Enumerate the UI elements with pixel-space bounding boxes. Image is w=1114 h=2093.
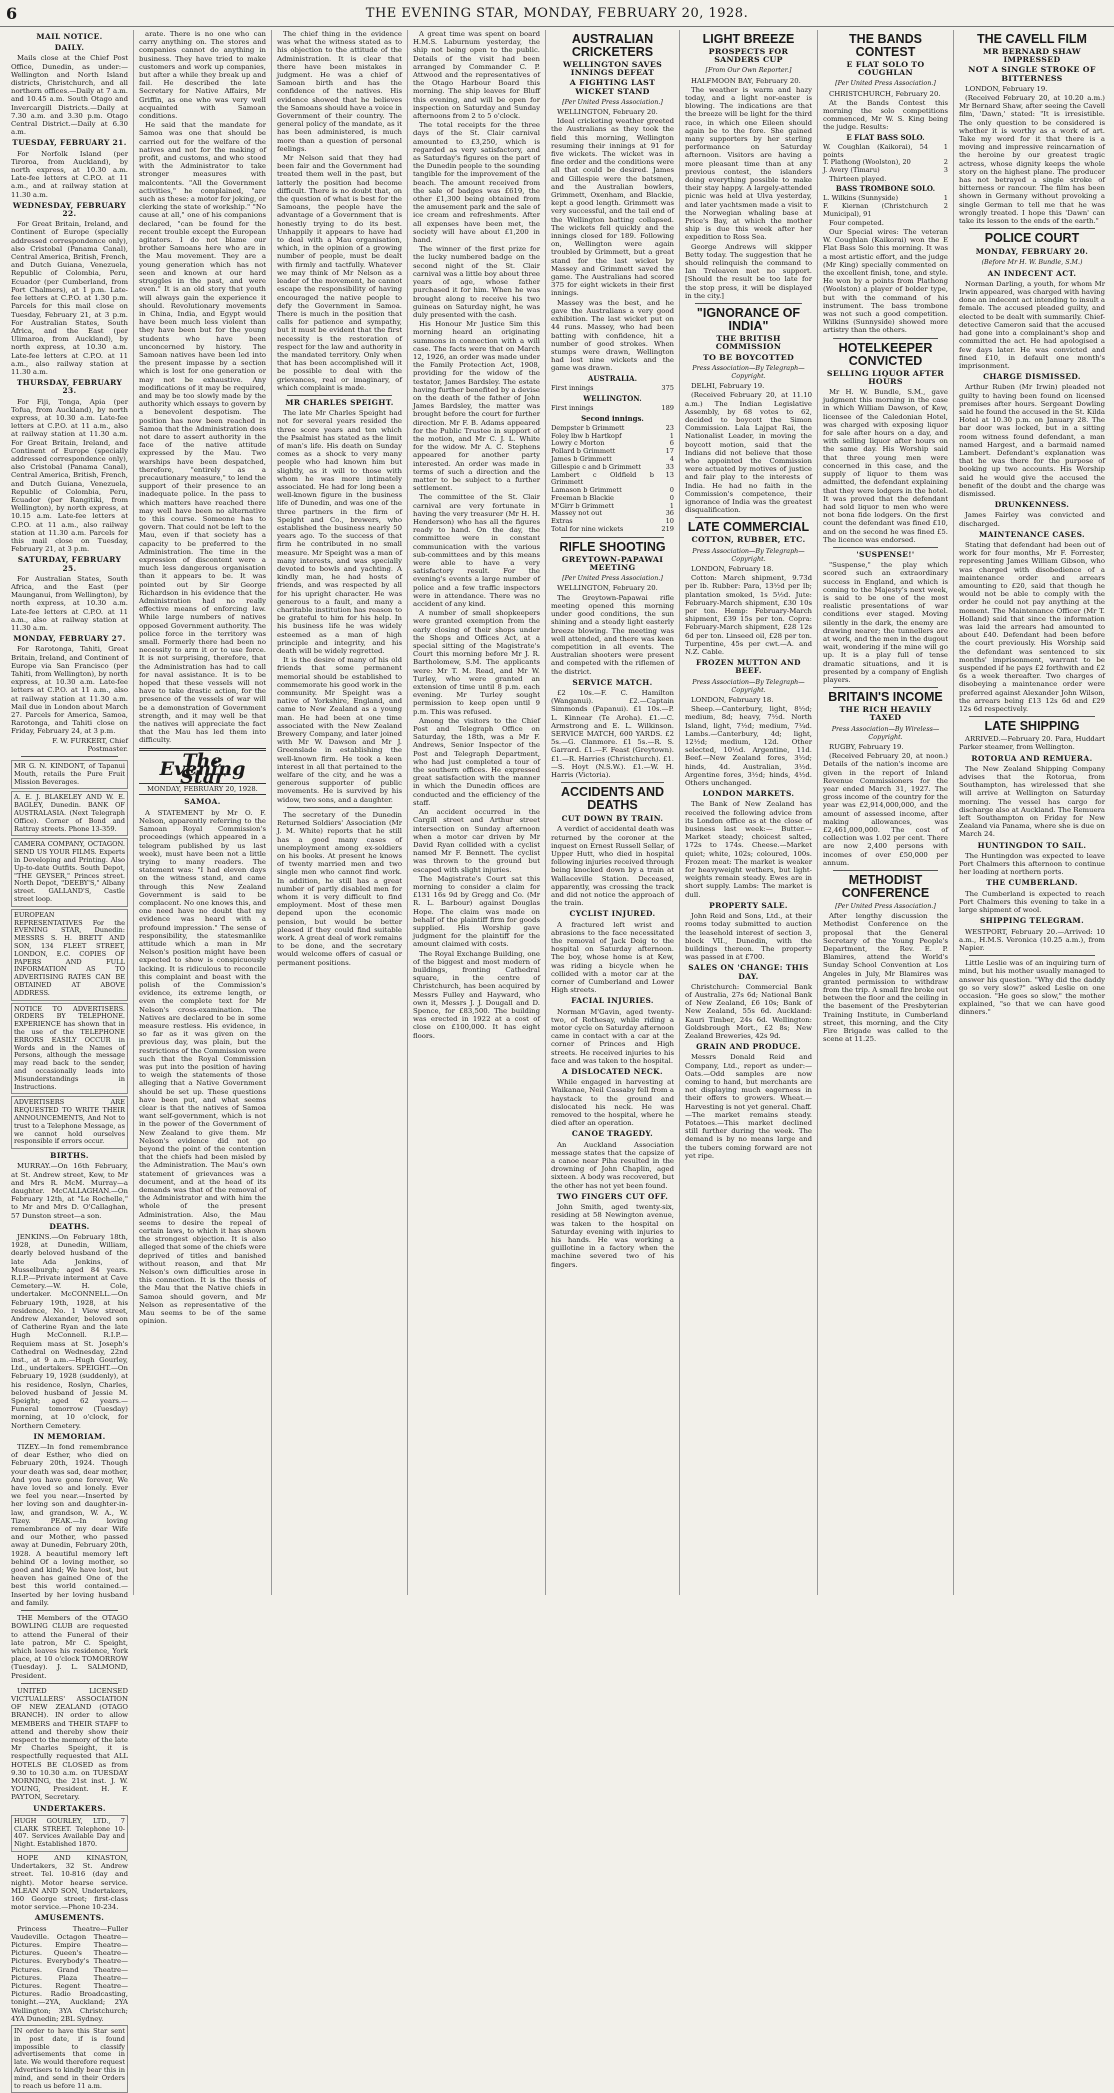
divider [833, 338, 938, 339]
newspaper-columns [6, 30, 1110, 2090]
final-paragraph: Little Leslie was of an inquiring turn of mind, but his mother usually managed to answer his question. "Why did the daddy go so very slow?" asked Leslie on one occasion. "He goes so slow," the mother explained, "so that we can have good dinners." [959, 959, 1105, 1017]
hotel-subhead: SELLING LIQUOR AFTER HOURS [826, 368, 945, 386]
deaths-body: JENKINS.—On February 18th, 1928, at Dunedin, William, dearly beloved husband of the late Ada Jenkins, of Musselburgh; aged 84 years. R.I.P.—Private interment at Cave Cemetery.—W. H. Cole, undertaker. McCONNELL.—On February 19th, 1928, at his residence, No. 1 View street, Andrew Alexander, beloved son of Catherine Ryan and the late Hugh McConnell. R.I.P.—Requiem mass at St. Joseph's Cathedral on Wednesday, 22nd inst., at 9 a.m.—Hugh Gourley, Ltd., undertakers. SPEIGHT.—On February 19, 1928 (suddenly), at his residence, Roslyn, Charles, beloved husband of Jessie M. Speight; aged 62 years.—Funeral tomorrow (Tuesday) morning, at 10 o'clock, for Northern Cemetery. [11, 1232, 128, 1430]
mail-tuesday-head: TUESDAY, FEBRUARY 21. [12, 138, 127, 148]
property-head: PROPERTY SALE. [709, 900, 788, 910]
deaths-head: DEATHS. [49, 1221, 90, 1231]
mail-thursday-head: THURSDAY, FEBRUARY 23. [16, 378, 123, 396]
divider [21, 756, 118, 757]
cavell-place: LONDON, February 19. [965, 84, 1048, 93]
trombone-note: Four competed. [829, 218, 884, 227]
result-label: L. Wilkins (Sunnyside) [823, 194, 899, 203]
cricket-subhead-2: A FIGHTING LAST WICKET STAND [569, 78, 656, 96]
shipping-body-1: The New Zealand Shipping Company advises that the Rotorua, from Southampton, has wirelessed that she will arrive at Wellington on Saturday morning. The vessel has cargo for discharge also at Auckland. The Remuera left Southampton on Friday for New Zealand via Panama, where she is due on March 24. [959, 764, 1105, 839]
result-value: 3 [943, 166, 948, 175]
col3-body: Mr Nelson said that they had been fair and the Government had treated them well in the past, but latterly the position had become difficult. There is no doubt that, on the question of what is best for the Samoans, the people have the advantage of a Government that is honestly trying to do its best. Unhappily it appears to have had to deal with a Mau organisation, which, in the opinion of a growing number of people, must be dealt with firmly and tactfully. Whatever we may think of Mr Nelson as a leader of the movement, he cannot escape the responsibility of having encouraged the native people to defy the Government in Samoa. There is much in the position that calls for patience and sympathy, but it must be evident that the first necessity is the restoration of respect for the law and authority in the mandated territory. Only when that has been accomplished will it be possible to deal with the grievances, real or imaginary, of which complaint is made. [277, 154, 402, 392]
shipping-subhead-3: THE CUMBERLAND. [986, 878, 1078, 888]
shipping-subhead-2: HUNTINGDON TO SAIL. [977, 840, 1087, 850]
births-body: MURRAY.—On 16th February, at St. Andrew street, Kew, to Mr and Mrs R. McM. Murray—a daughter. McCALLAGHAN.—On February 12th, at "Le Rochelle," to Mr and Mrs D. O'Callaghan, 57 Dunston street—a son. [11, 1162, 128, 1220]
score-total [551, 526, 674, 534]
fingers-body: John Smith, aged twenty-six, residing at 58 Newington avenue, was taken to the hospital on Saturday evening with injuries to his hands. He was working a guillotine in a factory when the machine severed two of his fingers. [551, 1203, 674, 1269]
result-row [823, 167, 948, 175]
result-value: 6 [669, 439, 674, 448]
mail-notice-title: MAIL NOTICE. [36, 32, 103, 41]
samoa-head: SAMOA. [184, 797, 221, 807]
masthead [0, 0, 1114, 27]
mutton-head: FROZEN MUTTON AND BEEF. [695, 658, 801, 676]
result-label: Foley lbw b Hartkopf [551, 431, 622, 440]
score-value: 219 [661, 525, 674, 534]
births-head: BIRTHS. [50, 1151, 89, 1161]
e-flat-results [823, 144, 948, 175]
bands-place: CHRISTCHURCH, February 20. [829, 89, 941, 98]
mail-monday-head: MONDAY, FEBRUARY 27. [13, 634, 126, 644]
facial-subhead: FACIAL INJURIES. [571, 996, 654, 1006]
result-label: M'Girr b Grimmett [551, 501, 614, 510]
result-row [823, 203, 948, 219]
col4-intro: A great time was spent on board H.M.S. Laburnum yesterday, the ship not being open to the public. Details of the visit had been arranged by Commander C. P. Attwood and the representatives of the Otago Harbour Board this morning. The ship leaves for Bluff this evening, and will be open for inspection on Saturday and Sunday afternoons from 2 to 5 o'clock. [413, 30, 540, 121]
memoriam-body: TIZEY.—In fond remembrance of dear Esther, who died on February 20th, 1924. Though your death was sad, dear mother, And you have gone forever, We have loved so and lonely. Ever we feel you near.—Inserted by her loving son and daughter-in-law, and grandson, W. A., W. Tizey. PEAK.—In loving remembrance of my dear Wife and our Mother, who passed away at Dunedin, February 20th, 1928. A beautiful memory left behind Of a loving mother, so good and kind; We have lost, but heaven has gained One of the best this world contained.—Inserted by her loving husband and family. [11, 1443, 128, 1607]
shipping-subhead-4: SHIPPING TELEGRAM. [979, 916, 1085, 926]
bowling-notice: THE Members of the OTAGO BOWLING CLUB are requested to attend the Funeral of their late patron, Mr C. Speight, which leaves his residence, York place, at 10 o'clock TOMORROW (Tuesday). J. L. SALMOND, President. [11, 1614, 128, 1680]
advert-write-announcements: ADVERTISERS ARE REQUESTED TO WRITE THEIR ANNOUNCEMENTS, And Not to trust to a Telephone Message, as we cannot hold ourselves responsible if errors occur. [11, 1096, 128, 1149]
rifle-match-head: SERVICE MATCH. [572, 677, 653, 687]
divider [833, 687, 938, 688]
grain-head: GRAIN AND PRODUCE. [696, 1042, 801, 1052]
mail-tuesday: For Norfolk Island (per Tiroroa, from Auckland), by north express, at 10.30 a.m. Late-fee letters at C.P.O. at 11 a.m., and at railway station at 11.30 a.m. [11, 149, 128, 199]
column-3 [272, 30, 408, 1595]
bands-headline: THE BANDS CONTEST [849, 32, 922, 59]
divider [561, 782, 664, 783]
nameplate: The Evening Star [159, 749, 246, 789]
india-subhead: THE BRITISH COMMISSION [715, 334, 782, 352]
column-4 [408, 30, 546, 1595]
result-value: 2 [943, 158, 948, 167]
running-head: THE EVENING STAR, MONDAY, FEBRUARY 20, 1928. [365, 5, 749, 21]
bands-byline: [Per United Press Association.] [835, 79, 936, 88]
advert-telephone-notice: NOTICE TO ADVERTISERS. ORDERS BY TELEPHONE. EXPERIENCE has shown that in the use of the TELEPHONE ERRORS EASILY OCCUR in Words and in the Names of Persons, although the message may read back to the sender, and occasionally leads into Misunderstandings in Instructions. [11, 1003, 128, 1095]
commercial-subhead: COTTON, RUBBER, ETC. [691, 535, 806, 545]
mail-wednesday-head: WEDNESDAY, FEBRUARY 22. [12, 200, 127, 219]
trombone-results [823, 195, 948, 218]
cavell-subhead-2: NOT A SINGLE STROKE OF BITTERNESS [968, 65, 1096, 83]
speight-body: The late Mr Charles Speight had not for several years resided the three score years and ten which the Psalmist has stated as the limit of man's life. His death on Sunday comes as a shock to very many people who had known him but slightly, as it will to those with whom he was more intimately associated. He had for long been a well-known figure in the business life of Dunedin, and was one of the three partners in the firm of Speight and Co., brewers, who established the business nearly 50 years ago. To the success of that firm he contributed in no small measure. Mr Speight was a man of many interests, and was specially devoted to bowls and yachting. A kindly man, he had hosts of friends, and was respected by all for his upright character. He was generous to a fault, and many a charitable institution has reason to be grateful to him for his help. In his business life he was widely esteemed as a man of high principle and integrity, and his death will be widely regretted. [277, 409, 402, 656]
col4-body-5: A number of small shopkeepers were granted exemption from the early closing of their shops under the Shops and Offices Act, at a special sitting of the Magistrate's Court this morning before Mr J. R. Bartholomew, S.M. The applicants were: Mr T. M. Read, and Mr W. Turley, who were granted an extension of time until 8 p.m. each evening. Mr Turley sought permission to keep open until 9 p.m. This was refused. [413, 609, 540, 716]
result-value: 1 [669, 501, 674, 510]
speight-head: MR CHARLES SPEIGHT. [285, 397, 394, 407]
markets-head: LONDON MARKETS. [702, 789, 795, 799]
markets-body: The Bank of New Zealand has received the following advice from its London office as at the close of business last week:— Butter.—Market steady; choicest salted, 172s to 174s. Cheese.—Market quiet; white, 102s; coloured, 100s. Frozen meat: The market is weaker for heavyweight wethers, but light-weights remain steady. Ewes are in short supply. Lambs: The market is dull. [685, 800, 812, 899]
divider [21, 1610, 118, 1611]
divider [833, 547, 938, 548]
speight-body-2: It is the desire of many of his old friends that some permanent memorial should be established to commemorate his good work in the community. Mr Speight was a native of Yorkshire, England, and came to New Zealand as a young man. He had been at one time associated with the New Zealand Brewery Company, and later joined with Mr W. Dawson and Mr J. Greenslade in establishing the well-known firm. He took a keen interest in all that pertained to the welfare of the city, and he was a generous supporter of public movements. He is survived by his widow, two sons, and a daughter. [277, 656, 402, 804]
score-value: 189 [661, 403, 674, 412]
cyclist-subhead: CYCLIST INJURED. [569, 909, 656, 919]
advert-kindont: MR G. N. KINDONT, of Tapanui Mouth, retails the Pure Fruit Mission Beverages. [11, 760, 128, 789]
methodist-body: After lengthy discussion the Methodist Conference on the proposal that the General Secretary of the Young People's Department, the Rev. E. P. Blamires, attend the World's Sunday School Convention at Los Angeles in July, Mr Blamires was granted permission to withdraw from the trip. A small fire broke out between the floor and the ceiling in the basement of the Presbyterian Training Institute, in Cumberland street, this morning, and the City Fire Brigade was called to the scene at 11.25. [823, 912, 949, 1044]
result-value: 10 [665, 517, 674, 526]
property-body: John Reid and Sons, Ltd., at their rooms today submitted to auction the leasehold interest of section 3, block VII., Dunedin, with the buildings thereon. The property was passed in at £700. [685, 912, 812, 962]
result-value: 1 [943, 142, 948, 151]
result-label: Lowry c Morton [551, 439, 605, 448]
result-value: 17 [665, 447, 674, 456]
sales-head: SALES ON 'CHANGE: THIS DAY. [688, 963, 809, 981]
commercial-headline: LATE COMMERCIAL [687, 520, 810, 535]
mail-body: Mails close at the Chief Post Office, Dunedin, as under:— Wellington and North Island districts, Christchurch, and all northern offices.—Daily at 7 a.m. and 10.45 a.m. South Otago and Invercargill Districts.—Daily at 7.30 a.m. and 3.30 p.m. Otago Central District.—Daily at 6.30 a.m. [11, 54, 128, 137]
col4-body-4: The committee of the St. Clair carnival are very fortunate in having the very treasurer (Mr H. H. Henderson) who has all the figures ready to hand. On the day, the committee were in constant communication with the various sub-committees and by this means were able to have a very satisfactory result. For the evening's events a large number of police and a few traffic inspectors were in attendance. There was no accident of any kind. [413, 493, 540, 609]
advert-camera: CAMERA COMPANY, OCTAGON. SEND US YOUR FILMS. Experts in Developing and Printing. Also Up-to-date Outfits. South Depot, "THE GEYSER," Princes street. North Depot, "DEEBY'S," Albany street. GALLAND'S, Castle street loop. [11, 838, 128, 906]
result-value: 0 [669, 486, 674, 495]
score-line [551, 405, 674, 413]
divider [969, 955, 1095, 956]
police-headline: POLICE COURT [984, 231, 1080, 246]
accidents-subhead: CUT DOWN BY TRAIN. [561, 814, 664, 824]
col3-intro: The chief thing in the evidence was what the witness stated as to his objection to the attitude of the Administration. It is clear that there have been mistakes in judgment. He was a chief of Samoan birth and has the confidence of the natives. His evidence showed that he believes the Samoans should have a voice in Government of their country. The general policy of the mandate, as it has been administered, is much more than a question of personal feelings. [277, 30, 402, 153]
canoe-body: An Auckland Association message states that the capsize of a canoe near Piha resulted in the drowning of John Chaplin, aged sixteen. A body was recovered, but the other has not yet been found. [551, 1140, 674, 1190]
neck-subhead: A DISLOCATED NECK. [562, 1067, 663, 1077]
rifle-match-body: £2 10s.—F. C. Hamilton (Wanganui). £2.—Captain Simmonds (Papanui). £1 10s.—P. L. Kinnear (Te Aroha). £1.—C. Armstrong and E. L. Wilkinson. SERVICE MATCH, 600 YARDS. £2 5s.—G. Clanmore. £1 5s.—R. S. Garrard. £1.—F. Feast (Greytown). £1.—R. Harries (Christchurch). £1.—S. Hoyt (N.S.W.). £1.—W. H. Harris (Victoria). [551, 688, 674, 779]
score-value: 375 [661, 383, 674, 392]
result-label: James b Grimmett [551, 454, 612, 463]
result-label: Lambert c Oldfield b Grimmett [551, 470, 654, 487]
cricket-subhead: WELLINGTON SAVES INNINGS DEFEAT [562, 60, 663, 78]
trombone-head: BASS TROMBONE SOLO. [835, 184, 936, 194]
breeze-headline: LIGHT BREEZE [702, 32, 795, 46]
col4-body-2: The winner of the first prize for the lucky numbered badge on the second night of the St. Clair carnival was a little boy about three years of age, whose father purchased it for him. When he was brought along to receive his two guineas on Saturday night, he was duly presented with the cash. [413, 245, 540, 319]
result-label: Freeman b Blackie [551, 493, 614, 502]
commercial-byline: Press Association—By Telegraph—Copyright. [692, 546, 805, 563]
britain-place: RUGBY, February 19. [829, 742, 904, 751]
advert-late-notice: IN order to have this Star sent in post date, if is found impossible to classify advertisements that come in late. We would therefore request Advertisers to kindly bear this in mind, and send in their Orders to reach us before 11 a.m. [11, 2025, 128, 2093]
neck-body: While engaged in harvesting at Waikanae, Neil Cassaby fell from a haystack to the ground and dislocated his neck. He was removed to the hospital, where he died after an operation. [551, 1078, 674, 1128]
britain-body: (Received February 20, at noon.) Details of the nation's income are given in the report of Inland Revenue Commissioners for the year ended March 31, 1927. The gross income of the country for the year was £2,914,000,000, and the amount of assessed income, after making allowances, was £2,461,000,000. The cost of collection was 1.02 per cent. There are now 2,400 persons with incomes of over £50,000 per annum. [823, 752, 948, 867]
result-row [551, 472, 674, 488]
cavell-body: (Received February 20, at 10.20 a.m.) Mr Bernard Shaw, after seeing the Cavell film, 'Dawn,' stated: "It is irresistible. The only question to be considered is whether it is worthy as a work of art. Take my word for it that there is a moving and impressive reincarnation of the heroine by our greatest tragic actress, whose dignity keeps the whole story on the highest plane. The producer has not betrayed a single stroke of bitterness or rancour. The film has been shown in Germany without provoking a single German to tell me that he was wrongly treated. I hope this 'Dawn' can take its lesson to the ends of the earth." [959, 94, 1105, 226]
police-body-2: Arthur Ruben (Mr Irwin) pleaded not guilty to having been found on licensed premises after hours. Sergeant Dowling said he found the accused in the St. Kilda Hotel at 10.30 p.m. on January 28. The bar door was locked, but in a sitting room witness found defendant, a man named Hargest, and a barmaid named Lambert. Defendant's explanation was that he was there for the purpose of booking up two accounts. His Worship said he would give the accused the benefit of the doubt and the charge was dismissed. [959, 383, 1105, 498]
score-line [551, 385, 674, 393]
advert-european-reps: EUROPEAN REPRESENTATIVES For the EVENING STAR, Dunedin: MESSRS S. H. BRETT AND SON, 134 FLEET STREET, LONDON, E.C. COPIES OF PAPERS AND FULL INFORMATION AS TO ADVERTISING RATES CAN BE OBTAINED AT ABOVE ADDRESS. [11, 909, 128, 1001]
divider [969, 716, 1095, 717]
column-2 [134, 30, 272, 1595]
divider [287, 807, 392, 808]
result-label: Dempster b Grimmett [551, 423, 625, 432]
mail-thursday: For Fiji, Tonga, Apia (per Tofua, from Auckland), by north express, at 10.30 a.m. Late-fee letters at C.P.O. at 11 a.m., also at railway station at 11.30 a.m. For Great Britain, Ireland, and Continent of Europe (specially addressed correspondence only), also Cristobal (Panama Canal), Central America, British, French, and Dutch Guiana, Venezuela, Republic of Colombia, Peru, Ecuador (per Rangitiki, from Wellington), by north express, at 10.15 a.m. Late-fee letters at C.P.O. at 11 a.m., also railway station at 11.30 a.m. Parcels for this mail close on Tuesday, February 21, at 3 p.m. [11, 397, 128, 554]
second-innings-head: Second innings. [581, 413, 644, 423]
fingers-subhead: TWO FINGERS CUT OFF. [556, 1191, 669, 1201]
breeze-subhead: PROSPECTS FOR SANDERS CUP [708, 47, 789, 65]
result-value: 13 [665, 470, 674, 479]
result-value: 1 [669, 431, 674, 440]
amusements-body: Princess Theatre—Fuller Vaudeville. Octagon Theatre—Pictures. Empire Theatre—Pictures. Queen's Theatre—Pictures. Everybody's Theatre—Pictures. Grand Theatre—Pictures. Plaza Theatre—Pictures. Regent Theatre—Pictures. Radio Broadcasting, tonight.—2YA, Auckland; 2YA Wellington; 3YA Christchurch; 4YA Dunedin; 2BL Sydney. [11, 1924, 128, 2023]
accidents-body: A verdict of accidental death was returned by the coroner at the inquest on Ernest Russell Sellar, of Upper Hutt, who died in hospital following injuries received through being knocked down by a train at Wallaceville Station. Deceased, apparently, was crossing the track and did not notice the approach of the train. [551, 825, 674, 908]
methodist-headline: METHODIST CONFERENCE [841, 873, 930, 901]
divider [287, 395, 392, 396]
score-label: First innings [551, 403, 594, 412]
rifle-byline: [Per United Press Association.] [562, 574, 663, 583]
result-label: Pollard b Grimmett [551, 447, 616, 456]
shipping-body-3: The Cumberland is expected to reach Port Chalmers this evening to take in a large shipment of wool. [959, 889, 1105, 915]
result-value: 1 [943, 194, 948, 203]
breeze-body: The weather is warm and hazy today, and a light nor-easter is blowing. The indications are that the breeze will be light for the third race, in which one Eileen should again be to the fore. She gained many supporters by her sterling performance on Saturday afternoon. Visitors are having a more pleasant time than at any previous contest, the islanders doing everything possible to make their stay happy. A largely-attended picnic was held at Ulva yesterday, and later yachtsmen made a visit to the Norwegian whaling base at Price's Bay, at which the mother ship is due this week after her expedition to Ross Sea. [685, 85, 812, 242]
rifle-body: The Greytown-Papawai rifle meeting opened this morning under good conditions, the sun shining and a steady light easterly breeze blowing. The meeting was well attended, and there was keen competition in all events. The Australian shooters were present and competed with the riflemen of the district. [551, 593, 674, 676]
suspense-body: "Suspense," the play which scored such an extraordinary success in England, and which is coming to the Majesty's next week, is said to be one of the most realistic presentations of war conditions ever staged. Moving silently in the dark, the enemy are drawing nearer; the tunnellers are at work, and the men in the dugout wait, wondering if the mine will go up. It is a play full of tense dramatic situations, and it is presented by a company of English players. [823, 561, 948, 684]
undertakers-body: HOPE AND KINASTON, Undertakers, 32 St. Andrew street. Tel. 10-816 (day and night). Motor hearse service. MLEAN AND SON, Undertakers, 160 George street; first-class motor service.—Phone 10-234. [11, 1853, 128, 1912]
cricket-byline: [Per United Press Association.] [562, 97, 663, 106]
mail-daily: DAILY. [54, 43, 85, 53]
mutton-body: Sheep.—Canterbury, light, 8½d; medium, 8d; heavy, 7½d. North Island, light, 7½d; medium, 7¼d. Lambs.—Canterbury, 4d; light, 12½d; medium, 12d. Other selected, 10½d. Argentine, 11d. Beef.—New Zealand fores, 3½d; hinds, 4d. Australian, 3½d. Argentine fores, 3½d; hinds, 4½d. Others unchanged. [685, 705, 812, 788]
result-value: 2 [943, 202, 948, 211]
shipping-subhead-1: ROTORUA AND REMUERA. [971, 753, 1093, 763]
commercial-place: LONDON, February 18. [691, 564, 774, 573]
breeze-body-2: George Andrews will skipper Betty today. The suggestion that he should relinquish the command to Ian Treleaven met no support. [Should the result be too late for the stop press, it will be displayed in the city.] [685, 242, 812, 300]
police-date: MONDAY, FEBRUARY 20. [975, 247, 1089, 257]
hotel-headline: HOTELKEEPER CONVICTED [838, 340, 933, 368]
e-flat-head: E FLAT BASS SOLO. [846, 132, 925, 142]
canoe-subhead: CANOE TRAGEDY. [571, 1129, 654, 1139]
column-8 [954, 30, 1110, 1595]
cavell-subhead: MR BERNARD SHAW IMPRESSED [983, 47, 1081, 65]
column-1 [6, 30, 134, 2090]
commercial-body: Cotton: March shipment, 9.73d per lb. Rubber: Para, 13½d per lb; plantation smoked, 1s 5½d. Jute: February-March shipment, £30 10s per ton. Hemp: February-March shipment, £39 15s per ton. Copra: February-March shipment, £28 12s 6d per ton. Linseed oil, £28 per ton. Turpentine, 45s per cwt.—A. and N.Z. Cable. [685, 574, 812, 656]
bands-body: At the Bands Contest this morning the solo competitions commenced, Mr W. S. King being the judge. Results: [823, 98, 948, 132]
amusements-head: AMUSEMENTS. [34, 1913, 105, 1923]
police-before: (Before Mr H. W. Bundle, S.M.) [981, 258, 1083, 267]
cricket-place: WELLINGTON, February 20. [557, 108, 658, 117]
cricket-headline: AUSTRALIAN CRICKETERS [571, 32, 654, 59]
col4-body-8: The Magistrate's Court sat this morning to consider a claim for £131 16s 9d by Gregg and Co. (Mr R. L. Barbour) against Douglas Hope. The claim was made on behalf of the plaintiff firm for goods supplied. His Worship gave judgment for the plaintiff for the amount claimed with costs. [413, 874, 540, 949]
suspense-head: 'SUSPENSE!' [856, 549, 915, 559]
rifle-place: WELLINGTON, February 20. [557, 584, 658, 593]
divider [21, 1683, 118, 1684]
col4-body-7: An accident occurred in the Cargill street and Arthur street intersection on Sunday afternoon when a motor car driven by Mr David Ryan collided with a cyclist named Mr F. Bennett. The cyclist was thrown to the ground but escaped with slight injuries. [413, 808, 540, 874]
col2-body: He said that the mandate for Samoa was one that should be carried out for the welfare of the natives and not for the making of profit, and customs, and who stood with the Administrator to take stronger measures with malcontents. "All the Government activities," he complained, "are such as these: a motor for joking, or clerking the state of workship." "No cause at all," one of his companions declared, "can be found for the recent trouble except the European agitators. I do not blame our brother Samoans here who are in the Mau movement. They are a young generation which has not seen and known at our hard struggles in the past, and were even." It is an old story that youth will always gain the experience it should. Revolutionary movements in China, India, and Egypt would have been much less violent than they have been but for the young students who have been unconcerned by history. The Samoan natives have been led into the present impasse by a section which is lost for one generation or may not be exhaustive. Any modifications of it may be required, and may be too slowly made by the authority which essays to govern by a benevolent despotism. The position has now been reached in Samoa that the Administration does not dare to assert authority in the face of the native attitude expressed by the Mau. Two warships have been despatched, therefore, "entirely as a precautionary measure," to lend the support of their presence to an inadequate police. In the pass to which matters have reached there may well have been no alternative to this course. Someone has to govern. That could not be left to the Mau, even if that society has a capacity to be preferred to the Administration. The time in the expression of discontent were a much less dangerous organisation than it appears to be. It was pointed out by Sir George Richardson in his evidence that the Administration had no really effective means of enforcing law. While large numbers of natives opposed Government authority. The police force in the territory was small. Formerly there had been no necessity to arm it or to use force. It is not surprising, therefore, that the Administration has had to call for naval assistance. It is to be hoped that these vessels will not have to take drastic action, for the presence of the vessels of war will be a demonstration of Government strength, and it may well be that the natives will appreciate the fact that the Mau has led them into difficulty. [139, 121, 266, 745]
result-label: Lamason b Grimmett [551, 486, 622, 495]
police-subhead-4: MAINTENANCE CASES. [978, 529, 1086, 539]
methodist-byline: [Per United Press Association.] [835, 902, 936, 911]
col4-body-3: His Honour Mr Justice Sim this morning heard an originating summons in connection with a will case. The facts were that on March 12, 1926, an order was made under the Family Protection Act, 1908, providing for the widow of the testator, James Bardsley. The estate having further benefited by a devise on the death of the father of John James Bardsley, the matter was brought before the court for further direction. Mr F. B. Adams appeared for the Public Trustee in support of the motion, and Mr C. J. L. White for the widow. Mr A. C. Stephens appeared for another party interested. An order was made in terms of such a direction and the matter to be subject to a further settlement. [413, 320, 540, 493]
column-6 [680, 30, 818, 1595]
col3-body-3: The secretary of the Dunedin Returned Soldiers' Association (Mr J. M. White) reports that he still has a good many cases of unemployment among ex-soldiers on his books. At present he knows of twenty married men and two single men who cannot find work. In addition, he still has a great number of partly disabled men for whom it is very difficult to find employment. Most of these men depend upon the economic pension, but would be better pleased if they could find suitable work. A great deal of work remains to be done, and the secretary would welcome offers of casual or permanent positions. [277, 810, 402, 967]
mutton-byline: Press Association—By Telegraph—Copyright. [692, 677, 805, 694]
facial-body: Norman M'Gavin, aged twenty-two, of Rothesay, while riding a motor cycle on Saturday afternoon came in contact with a car at the corner of Princes and High streets. He received injuries to his face and was taken to the hospital. [551, 1007, 674, 1065]
sales-body: Christchurch: Commercial Bank of Australia, 27s 6d; National Bank of New Zealand, £6 10s; Bank of New Zealand, 55s 6d. Auckland: Kauri Timber, 24s 6d. Wellington: Goldsbrough Mort., £2 8s; New Zealand Breweries, 42s 9d. [685, 982, 812, 1040]
samoa-body: A STATEMENT by Mr O. F. Nelson, apparently referring to the Samoan Royal Commission's proceedings (which appeared in a telegram published by us last week), must have been not a little trying to many readers. The statement was: "I had eleven days on the witness stand, and came through this New Zealand Government is said to be complacent. No one knows this, and one need have no doubt that my evidence was heard with a profound impression." The sense of responsibility, the statesmanlike attitude which a man in Mr Nelson's position might have been expected to show is conspicuously lacking. It is ridiculous to reconcile this complaint and boast with the polish of the Commission's evidence, its extreme length, or even the complete text for Mr Nelson's cross-examination. The Natives are declared to be in some measure restless. His evidence, in so far as it was given on the previous day, was plain, but the restrictions of the Commission were such that the Royal Commission was put into the position of having to weigh the statements of those alleging that a Native Government should be set up. These questions have been put, and what seems clear is that the natives of Samoa want self-government, which is not in the power of the Government of New Zealand to give them. Mr Nelson's evidence did not go beyond the point of the contention that the chiefs had been misled by the Administration. The Mau's own statement of grievances was a document, and at the head of its demands was that of the removal of the Administrator and with him the whole of the present Administration. Also, the Mau seems to desire the repeal of certain laws, to which it has shown the strongest objection. It is also alleged that some of the chiefs were deprived of titles and banished without reason, and that Mr Nelson's own difficulties arose in this connection. It is the thesis of the Mau that the Native chiefs in Samoa should govern, and Mr Nelson as representative of the Mau seems to be of the same opinion. [139, 808, 267, 1326]
rifle-headline: RIFLE SHOOTING [559, 539, 666, 554]
britain-subhead: THE RICH HEAVILY TAXED [839, 705, 932, 723]
divider [695, 303, 802, 304]
shipping-headline: LATE SHIPPING [984, 719, 1080, 734]
scoreboard-australia: AUSTRALIA. [587, 373, 638, 383]
result-row [823, 144, 948, 160]
result-value: 33 [665, 462, 674, 471]
result-value: 23 [665, 423, 674, 432]
britain-byline: Press Association—By Wireless—Copyright. [831, 724, 940, 741]
india-headline: "IGNORANCE OF INDIA" [696, 306, 801, 334]
result-value: 0 [669, 493, 674, 502]
result-label: W. Coughlan (Kaikorai), 54 points [823, 142, 928, 159]
result-label: J. Avery (Timaru) [823, 166, 880, 175]
rifle-subhead: GREYTOWN-PAPAWAI MEETING [561, 554, 664, 573]
police-body-3: James Fairley was convicted and discharged. [959, 511, 1105, 528]
mail-monday: For Rarotonga, Tahiti, Great Britain, Ireland, and Continent of Europe via San Francisco (per Tahiti, from Wellington), by north express, at 10.30 a.m. Late-fee letters at C.P.O. at 11 a.m., also at railway station at 11.30 a.m. Mail due in London about March 27. Parcels for America, Samoa, Rarotonga, and Tahiti close on Friday, February 24, at 3 p.m. [11, 645, 128, 736]
police-body-1: Norman Darling, a youth, for whom Mr Irwin appeared, was charged with having done an indecent act intending to insult a female. The accused pleaded guilty, and elected to be dealt with summarily. Chief-detective Cameron said that the accused had gone into a complainant's shop and committed the act. He had apologised a few days later. He was convicted and fined £10, in default one month's imprisonment. [959, 279, 1105, 370]
column-7 [818, 30, 954, 1595]
britain-headline: BRITAIN'S INCOME [828, 690, 943, 705]
memoriam-head: IN MEMORIAM. [33, 1431, 106, 1441]
result-value: 4 [669, 454, 674, 463]
page-number: 6 [6, 4, 18, 23]
mail-saturday: For Australian States, South Africa, and the East (per Maunganui, from Wellington), by north express, at 10.30 a.m. Late-fee letters at C.P.O. at 11 a.m., also at railway station at 11.30 a.m. [11, 574, 128, 633]
victuallers-notice: UNITED LICENSED VICTUALLERS' ASSOCIATION OF NEW ZEALAND (OTAGO BRANCH). IN order to allow MEMBERS and THEIR STAFF to attend and thereby show their respect to the memory of the late Mr Charles Speight, it is respectfully requested that ALL HOTELS BE CLOSED as from 9.30 to 10.30 a.m. on TUESDAY MORNING, the 21st inst. J. W. YOUNG, President. H. F. PAYTON, Secretary. [11, 1686, 128, 1802]
breeze-byline: [From Our Own Reporter.] [705, 66, 792, 75]
accidents-headline: ACCIDENTS AND DEATHS [560, 785, 664, 813]
column-5 [546, 30, 680, 1595]
police-subhead-3: DRUNKENNESS. [994, 500, 1070, 510]
result-label: Gillespie c and b Grimmett [551, 462, 642, 471]
result-label: Massey not out [551, 509, 603, 518]
mutton-place: LONDON, February 18. [691, 696, 774, 705]
divider [969, 228, 1095, 229]
divider [695, 517, 802, 518]
col2-intro: arate. There is no one who can carry anything on. The stores and companies cannot do anything in business. They have tried to make customers and work up companies, but after a while they break up and fail. He described the late Secretary for Native Affairs, Mr Griffin, as one who was very well acquainted with Samoan conditions. [139, 30, 266, 121]
score-label: First innings [551, 383, 594, 392]
result-label: T. Plathong (Woolston), 20 [823, 158, 911, 167]
cricket-body-2: Massey was the best, and he gave the Australians a very good exhibition. The last wicket put on 44 runs. Massey, who had been batting with confidence, hit a number of good strokes. When stumps were drawn, Wellington had lost nine wickets and the game was drawn. [551, 298, 674, 373]
india-subhead-2: TO BE BOYCOTTED [702, 352, 795, 362]
shipping-arrived: ARRIVED.—February 20. Para, Huddart Parker steamer, from Wellington. [959, 735, 1105, 752]
undertakers-head: UNDERTAKERS. [33, 1803, 106, 1813]
police-subhead-2: CHARGE DISMISSED. [983, 372, 1081, 382]
police-subhead-1: AN INDECENT ACT. [987, 268, 1077, 278]
mail-sign: F. W. FURKERT, Chief Postmaster. [52, 736, 128, 753]
col4-body: The total receipts for the three days of the St. Clair carnival amounted to £3,250, which is regarded as very satisfactory, and as Saturday's figures on the part of the Dunedin people to the sounding tangible for the improvement of the beach. The amount received from the sale of badges was £619, the other £1,300 being obtained from the amusement park and the sale of ice cream and refreshments. After all expenses have been met, the society will have about £1,200 in hand. [413, 121, 540, 245]
hotel-body: Mr H. W. Bundle, S.M., gave judgment this morning in the case in which William Dawson, of Kew, licensee of the Caledonian Hotel, was charged with exposing liquor for sale after hours on a day, and with selling liquor after hours on the same day. His Worship said that three young men were concerned in this case, and the supply of liquor to them was admitted, the defendant explaining that they were lodgers in the hotel. It was proved that the defendant had sold liquor to men who were not bona fide lodgers. On the first count the defendant was fined £10, and on the second he was fined £5. The licence was endorsed. [823, 388, 948, 544]
result-label: Extras [551, 517, 573, 526]
cricket-body: Ideal cricketing weather greeted the Australians as they took the field this morning, Wellington resuming their innings at 91 for five wickets. The wicket was in fine order and the conditions were all that could be desired. James and Gillespie were the batsmen, and the Australian bowlers, Grimmett, Oxenham, and Blackie, kept a good length. Grimmett was very successful, and the tail end of the Wellington batting collapsed. The wickets fell quickly and the innings closed for 189. Following on, Wellington were again troubled by Grimmett, but a great stand for the last wicket by Massey and Grimmett saved the game. The Australians had scored 375 for eight wickets in their first innings. [551, 117, 674, 298]
col4-body-9: The Royal Exchange Building, one of the biggest and most modern of buildings, fronting Cathedral square, in the centre of Christchurch, has been acquired by Messrs Fulley and Hayward, who own it, Messrs J. J. Dougall and D. Spence, for £83,500. The building was erected in 1922 at a cost of close on £100,000. It has eight floors. [413, 949, 540, 1040]
shipping-body-4: WESTPORT, February 20.—Arrived: 10 a.m., H.M.S. Veronica (10.25 a.m.), from Napier. [959, 927, 1105, 952]
scoreboard-wellington: WELLINGTON. [583, 393, 642, 403]
shipping-body-2: The Huntingdon was expected to leave Port Chalmers this afternoon to continue her loading at northern ports. [959, 851, 1105, 877]
advert-gourley: HUGH GOURLEY, LTD., 7 CLARK STREET. Telephone 10-407. Services Available Day and Night. Established 1870. [11, 1815, 128, 1852]
result-value: 36 [665, 509, 674, 518]
india-body: (Received February 20, at 11.10 a.m.) The Indian Legislative Assembly, by 68 votes to 62, decided to boycott the Simon Commission. Lala Lajpat Rai, the Nationalist Leader, in moving the boycott motion, said that the Indians did not believe that those who appointed the Commission were actuated by motives of justice and fair play to the interests of India. He had no faith in the Commission's competence, their ignorance of India was the greatest disqualification. [685, 391, 812, 515]
advert-blakeley: A. E. J. BLAKELEY AND W. E. BAGLEY, Dunedin. BANK OF AUSTRALASIA. (Next Telegraph Office). Corner of Bond and Rattray streets. Phone 13-359. [11, 791, 128, 836]
india-byline: Press Association—By Telegraph—Copyright. [692, 363, 805, 380]
divider [561, 537, 664, 538]
india-place: DELHI, February 19. [691, 382, 765, 391]
col4-body-6: Among the visitors to the Chief Post and Telegraph Office on Saturday, the 18th, was a Mr F. Andrews, Senior Inspector of the Post and Telegraph Department, who had just completed a tour of the southern offices. He expressed great satisfaction with the manner in which the Dunedin offices are conducted and the efficiency of the staff. [413, 716, 540, 807]
e-flat-note: Thirteen played. [829, 175, 887, 184]
cyclist-body: A fractured left wrist and abrasions to the face necessitated the removal of Jack Doig to the hospital on Saturday afternoon. The boy, whose home is at Kew, was riding a bicycle when he collided with a motor car at the corner of Cumberland and Lower High streets. [551, 920, 674, 995]
bands-subhead: E FLAT SOLO TO COUGHLAN [846, 60, 925, 78]
result-label: F. Kiernan (Christchurch Municipal), 91 [823, 202, 928, 219]
breeze-place: HALFMOON BAY, February 20. [691, 76, 801, 85]
nameplate-date: MONDAY, FEBRUARY 20, 1928. [139, 783, 266, 795]
police-body-4: Stating that defendant had been out of work for four months, Mr F. Forrester, representing James William Gibson, who was charged with disobedience of a maintenance order and arrears amounting to £20, said that though he would not be able to comply with the order he could not pay anything at the moment. The Maintenance Officer (Mr T. Holland) said that since the information was laid the arrears had amounted to about £40. Defendant had been before the court previously. His Worship said the defendant was sentenced to six months' imprisonment, warrant to be suspended if he pays £2 forthwith and £2 6s a week thereafter. Two charges of disobeying a maintenance order were preferred against Alexander John Wilson, the arrears being £13 12s 6d and £29 12s 6d respectively. [959, 540, 1105, 714]
bands-body-2: Our Special wires: The veteran W. Coughlan (Kaikorai) won the E Flat Bass Solo this morning. It was a most artistic effort, and the judge (Mr King) specially commented on the excellent finish, tone, and style. He won by a points from Plathong (Woolston) a player of bolder type, but with the command of his instrument. The bass trombone was not such a good competition. Wilkins (Sunnyside) showed more artistry than the others. [823, 228, 948, 335]
divider [833, 870, 938, 871]
grain-body: Messrs Donald Reid and Company, Ltd., report as under:— Oats.—Odd samples are now coming to hand, but merchants are not displaying much eagerness in their offers to growers. Wheat.—Harvesting is not yet general. Chaff.—The market remains steady. Potatoes.—This market declined still further during the week. The demand is by no means large and the tubers coming forward are not yet ripe. [685, 1053, 812, 1160]
cavell-headline: THE CAVELL FILM [977, 32, 1087, 46]
mail-saturday-head: SATURDAY, FEBRUARY 25. [17, 555, 122, 573]
score-label: Total for nine wickets [551, 525, 624, 534]
mail-wednesday: For Great Britain, Ireland, and Continent of Europe (specially addressed correspondence only), also Cristobal (Panama Canal), Central America, British, French, and Dutch Guiana, Venezuela, Republic of Colombia, Peru, Ecuador (per Cumberland, from Port Chalmers), at 1 p.m. Late-fee letters at C.P.O. at 1.30 p.m. Parcels for this mail close on Tuesday, February 21, at 3 p.m. For Australian States, South Africa, and the East (per Ulimaroa, from Auckland), by north express, at 10.30 a.m. Late-fee letters at C.P.O. at 11 a.m., also railway station at 11.30 a.m. [11, 220, 128, 376]
scorecard [551, 425, 674, 526]
